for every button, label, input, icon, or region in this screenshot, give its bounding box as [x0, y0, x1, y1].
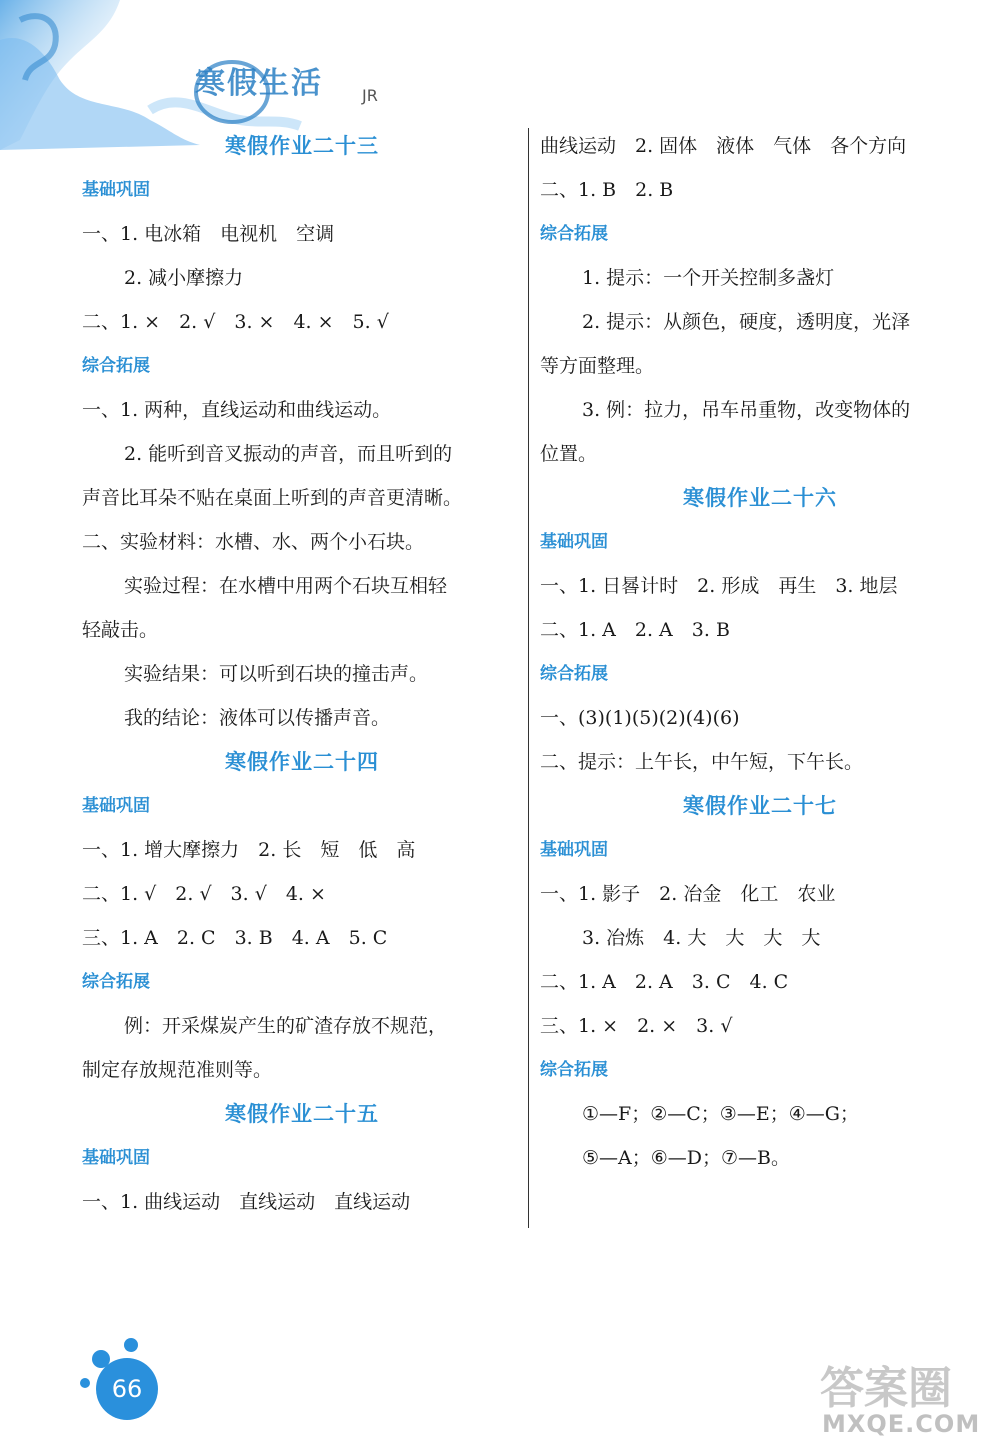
- answer-line: 我的结论：液体可以传播声音。: [124, 707, 391, 729]
- answer-line: 制定存放规范准则等。: [82, 1059, 273, 1081]
- answer-line: 实验过程：在水槽中用两个石块互相轻: [124, 575, 448, 597]
- answer-line: ⑤—A；⑥—D；⑦—B。: [582, 1147, 791, 1169]
- column-divider: [528, 128, 529, 1228]
- series-logo: 寒假生活: [195, 66, 323, 101]
- answer-line: 二、提示：上午长，中午短，下午长。: [540, 751, 864, 773]
- grade-tag: JR: [362, 86, 378, 105]
- section-heading: 基础巩固: [82, 180, 150, 200]
- section-heading: 基础巩固: [540, 532, 608, 552]
- answer-line: 实验结果：可以听到石块的撞击声。: [124, 663, 429, 685]
- answer-line: 位置。: [540, 443, 598, 465]
- section-heading: 综合拓展: [540, 664, 608, 684]
- answer-line: 一、1. 曲线运动 直线运动 直线运动: [82, 1191, 411, 1213]
- assignment-title: 寒假作业二十七: [683, 794, 837, 818]
- section-heading: 基础巩固: [82, 1148, 150, 1168]
- answer-line: 一、1. 电冰箱 电视机 空调: [82, 223, 335, 245]
- left-column: [82, 124, 522, 1224]
- assignment-title: 寒假作业二十三: [225, 134, 379, 158]
- answer-line: 二、1. × 2. √ 3. × 4. × 5. √: [82, 311, 389, 333]
- answer-line: 二、1. A 2. A 3. C 4. C: [540, 971, 789, 993]
- answer-line: 一、1. 影子 2. 冶金 化工 农业: [540, 883, 836, 905]
- decor-dot: [124, 1338, 138, 1352]
- answer-line: ①—F；②—C；③—E；④—G；: [582, 1103, 859, 1125]
- page-number-badge: [80, 1338, 180, 1428]
- section-heading: 基础巩固: [540, 840, 608, 860]
- section-heading: 基础巩固: [82, 796, 150, 816]
- answer-line: 例：开采煤炭产生的矿渣存放不规范，: [124, 1015, 448, 1037]
- answer-line: 一、1. 增大摩擦力 2. 长 短 低 高: [82, 839, 416, 861]
- assignment-title: 寒假作业二十五: [225, 1102, 379, 1126]
- assignment-title: 寒假作业二十四: [225, 750, 379, 774]
- answer-line: 一、(3)(1)(5)(2)(4)(6): [540, 707, 740, 729]
- answer-line: 二、1. √ 2. √ 3. √ 4. ×: [82, 883, 326, 905]
- answer-line: 一、1. 两种，直线运动和曲线运动。: [82, 399, 392, 421]
- decor-dot: [80, 1378, 90, 1388]
- section-heading: 综合拓展: [540, 224, 608, 244]
- answer-line: 曲线运动 2. 固体 液体 气体 各个方向: [540, 135, 907, 157]
- answer-line: 1. 提示：一个开关控制多盏灯: [582, 267, 835, 289]
- watermark-url: MXQE.COM: [822, 1410, 981, 1438]
- answer-line: 声音比耳朵不贴在桌面上听到的声音更清晰。: [82, 487, 463, 509]
- answer-line: 2. 减小摩擦力: [124, 267, 244, 289]
- answer-line: 三、1. × 2. × 3. √: [540, 1015, 733, 1037]
- answer-line: 3. 例：拉力，吊车吊重物，改变物体的: [582, 399, 911, 421]
- answer-line: 二、实验材料：水槽、水、两个小石块。: [82, 531, 425, 553]
- watermark: [800, 1352, 990, 1442]
- section-heading: 综合拓展: [82, 356, 150, 376]
- answer-line: 二、1. A 2. A 3. B: [540, 619, 730, 641]
- answer-line: 2. 能听到音叉振动的声音，而且听到的: [124, 443, 453, 465]
- page-number: 66: [96, 1358, 158, 1420]
- section-heading: 综合拓展: [540, 1060, 608, 1080]
- answer-line: 一、1. 日晷计时 2. 形成 再生 3. 地层: [540, 575, 898, 597]
- answer-line: 等方面整理。: [540, 355, 655, 377]
- section-heading: 综合拓展: [82, 972, 150, 992]
- watermark-title: 答案圈: [820, 1363, 952, 1414]
- answer-line: 轻敲击。: [82, 619, 159, 641]
- answer-line: 二、1. B 2. B: [540, 179, 674, 201]
- answer-line: 2. 提示：从颜色，硬度，透明度，光泽: [582, 311, 911, 333]
- assignment-title: 寒假作业二十六: [683, 486, 837, 510]
- right-column: [540, 124, 980, 1180]
- answer-line: 3. 冶炼 4. 大 大 大 大: [582, 927, 821, 949]
- answer-line: 三、1. A 2. C 3. B 4. A 5. C: [82, 927, 388, 949]
